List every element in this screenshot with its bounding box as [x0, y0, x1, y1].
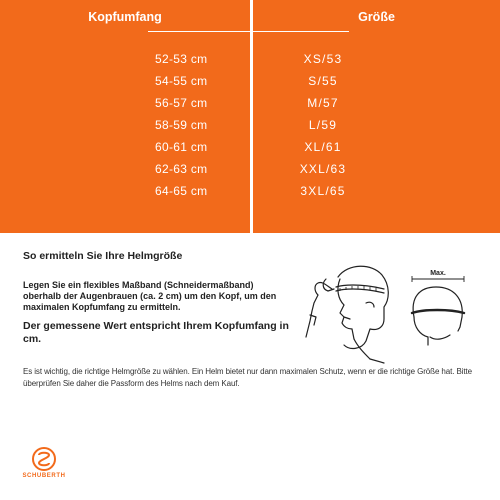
- circumference-cell: 56-57 cm: [155, 96, 208, 110]
- circumference-cell: 52-53 cm: [155, 52, 208, 66]
- size-note: Es ist wichtig, die richtige Helmgröße zu wählen. Ein Helm bietet nur dann maximalen Schutz, wenn er die richtige Größe hat. Bitte überprüfen Sie daher die Passform des Helms nach dem Kauf.: [23, 367, 472, 388]
- circumference-cell: 54-55 cm: [155, 74, 208, 88]
- header-underline: [148, 31, 250, 32]
- size-cell: XS/53: [303, 52, 343, 66]
- instructions-step2: Der gemessene Wert entspricht Ihrem Kopfumfang in cm.: [23, 320, 289, 345]
- size-cell: L/59: [308, 118, 338, 132]
- circumference-cell: 58-59 cm: [155, 118, 208, 132]
- size-cell: XXL/63: [299, 162, 347, 176]
- circumference-cell: 62-63 cm: [155, 162, 208, 176]
- header-circumference: Kopfumfang: [88, 10, 162, 24]
- size-cell: M/57: [307, 96, 339, 110]
- helmet-diagram: [400, 265, 475, 360]
- size-table: [0, 0, 500, 233]
- column-divider: [250, 0, 253, 233]
- header-underline: [253, 31, 349, 32]
- schuberth-logo: [14, 446, 74, 492]
- header-size: Größe: [358, 10, 395, 24]
- size-cell: 3XL/65: [300, 184, 346, 198]
- schuberth-logo-icon: [31, 446, 57, 472]
- instructions-title: So ermitteln Sie Ihre Helmgröße: [23, 250, 183, 262]
- circumference-cell: 64-65 cm: [155, 184, 208, 198]
- max-label: Max.: [430, 270, 446, 277]
- instructions-step1: Legen Sie ein flexibles Maßband (Schneidermaßband) oberhalb der Augenbrauen (ca. 2 cm) um den Kopf, um den maximalen Kopfumfang zu ermitteln.: [23, 280, 277, 312]
- size-cell: S/55: [308, 74, 338, 88]
- circumference-cell: 60-61 cm: [155, 140, 208, 154]
- head-measuring-illustration: [300, 255, 400, 365]
- logo-text: SCHUBERTH: [22, 473, 66, 479]
- size-cell: XL/61: [304, 140, 342, 154]
